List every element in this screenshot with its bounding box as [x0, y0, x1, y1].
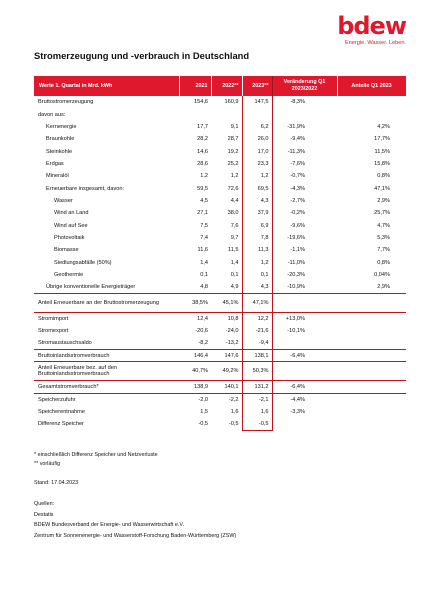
value-2021: -20,6: [195, 328, 208, 335]
value-2023: 147,5: [242, 96, 272, 108]
value-2023: 4,3: [242, 195, 272, 207]
row-label: Übrige konventionelle Energieträger: [46, 284, 136, 291]
share-value: [337, 96, 406, 108]
change-value: -31,9%: [287, 123, 305, 130]
row-label: Erdgas: [46, 160, 64, 167]
row-label: Mineralöl: [46, 173, 69, 180]
row-label: Siedlungsabfälle (50%): [54, 259, 112, 266]
data-table: [34, 76, 407, 431]
bdew-logo: [320, 14, 406, 54]
table-row: [34, 381, 406, 393]
table-row: [34, 362, 406, 381]
table-row: [34, 232, 406, 244]
value-2022: 1,6: [230, 408, 239, 415]
value-2021: 14,6: [197, 148, 208, 155]
share-value: 0,8%: [377, 173, 390, 180]
value-2022: 9,7: [230, 234, 239, 241]
table-row: [34, 269, 406, 281]
table-row: [34, 145, 406, 157]
header-label: Werte 1. Quartal in Mrd. kWh: [34, 76, 179, 96]
value-2023: 12,2: [242, 313, 272, 325]
value-2021: 27,1: [197, 210, 208, 217]
change-value: -11,0%: [287, 259, 305, 266]
value-2022: -0,5: [228, 421, 239, 428]
value-2021: -0,5: [198, 421, 208, 428]
value-2023: 131,2: [242, 381, 272, 393]
table-row: [34, 281, 406, 293]
change-value: -6,4%: [272, 350, 337, 362]
value-2023: -0,5: [242, 418, 272, 430]
value-2021: 12,4: [179, 313, 211, 325]
value-2022: 140,1: [211, 381, 242, 393]
share-value: 15,8%: [374, 160, 390, 167]
share-value: [337, 381, 406, 393]
value-2022: 10,8: [211, 313, 242, 325]
row-label: Gesamtstromverbrauch*: [34, 381, 179, 393]
share-value: [337, 393, 406, 405]
value-2021: 4,8: [200, 284, 208, 291]
table-row: [34, 393, 406, 405]
share-value: 17,7%: [374, 136, 390, 143]
sources: [34, 499, 236, 541]
header-2023: 2023**: [242, 76, 272, 96]
table-row: [34, 294, 406, 313]
share-value: [337, 350, 406, 362]
value-2022: 160,9: [224, 99, 239, 106]
change-value: -9,6%: [290, 222, 305, 229]
value-2023: 6,2: [242, 121, 272, 133]
table-body: [34, 96, 406, 430]
table-row: [34, 244, 406, 256]
table-row: [34, 170, 406, 182]
header-2021: 2021: [179, 76, 211, 96]
table-row: [34, 337, 406, 349]
change-value: -9,4%: [290, 136, 305, 143]
value-2022: 19,2: [227, 148, 239, 155]
share-value: 5,3%: [377, 234, 390, 241]
share-value: [337, 108, 406, 120]
value-2022: 4,9: [230, 284, 239, 291]
value-2023: 11,3: [242, 244, 272, 256]
value-2023: 1,2: [242, 170, 272, 182]
table-row: [34, 108, 406, 120]
table-row: [34, 158, 406, 170]
value-2021: 28,6: [197, 160, 208, 167]
value-2023: -2,1: [242, 393, 272, 405]
share-value: 7,7%: [377, 247, 390, 254]
stand-date: Stand: 17.04.2023: [34, 480, 79, 486]
share-value: 2,9%: [377, 284, 390, 291]
value-2023: 6,9: [242, 219, 272, 231]
footnote-2: ** vorläufig: [34, 460, 61, 467]
value-2021: 17,7: [197, 123, 208, 130]
value-2023: 7,8: [242, 232, 272, 244]
value-2021: 7,5: [200, 222, 208, 229]
value-2021: -2,0: [179, 393, 211, 405]
change-value: [272, 418, 337, 430]
share-value: 0,8%: [377, 259, 390, 266]
row-label: Photovoltaik: [54, 234, 85, 241]
row-label: Bruttostromerzeugung: [38, 99, 94, 106]
value-2023: -21,6: [242, 325, 272, 337]
value-2021: 4,5: [200, 197, 208, 204]
value-2023: 69,5: [242, 182, 272, 194]
value-2022: -24,0: [225, 328, 239, 335]
value-2022: 11,5: [228, 247, 239, 254]
table-row: [34, 418, 406, 430]
change-value: +13,0%: [272, 313, 337, 325]
value-2023: 23,3: [242, 158, 272, 170]
value-2021: [179, 108, 211, 120]
change-value: -10,9%: [287, 284, 305, 291]
change-value: -4,4%: [272, 393, 337, 405]
row-label: Stromimport: [34, 313, 179, 325]
row-label: Steinkohle: [46, 148, 73, 155]
value-2021: 11,6: [197, 247, 208, 254]
logo-tagline: Energie. Wasser. Leben.: [344, 40, 406, 46]
row-label: Wasser: [54, 197, 73, 204]
share-value: 4,2%: [377, 123, 390, 130]
share-value: 0,04%: [374, 271, 390, 278]
row-label: Stromaustauschsaldo: [38, 340, 92, 347]
change-value: -0,2%: [290, 210, 305, 217]
share-value: 47,1%: [374, 185, 390, 192]
change-value: -7,6%: [290, 160, 305, 167]
change-value: -19,6%: [287, 234, 305, 241]
change-value: -8,3%: [290, 99, 305, 106]
table-row: [34, 256, 406, 268]
row-label: Wind auf See: [54, 222, 88, 229]
change-value: -1,1%: [290, 247, 305, 254]
table-row: [34, 207, 406, 219]
value-2023: 26,0: [242, 133, 272, 145]
page-title: Stromerzeugung und -verbrauch in Deutschland: [34, 50, 250, 61]
row-label: Bruttoinlandsstromverbrauch: [34, 350, 179, 362]
value-2022: 49,2%: [211, 362, 242, 381]
value-2022: 7,6: [230, 222, 239, 229]
table-row: [34, 313, 406, 325]
value-2023: 47,1%: [242, 294, 272, 313]
share-value: [337, 294, 406, 313]
value-2021: 138,9: [179, 381, 211, 393]
row-label: Geothermie: [54, 271, 84, 278]
share-value: [337, 418, 406, 430]
value-2022: 1,4: [230, 259, 239, 266]
table-header-row: [34, 76, 406, 96]
change-value: -4,3%: [290, 185, 305, 192]
share-value: 2,9%: [377, 197, 390, 204]
row-label: Differenz Speicher: [38, 421, 84, 428]
change-value: [272, 362, 337, 381]
value-2021: 0,1: [200, 271, 208, 278]
value-2023: 1,6: [242, 406, 272, 418]
value-2022: 1,2: [230, 173, 239, 180]
value-2021: 146,4: [179, 350, 211, 362]
change-value: [272, 337, 337, 349]
share-value: 11,5%: [374, 148, 390, 155]
value-2021: 28,2: [197, 136, 208, 143]
value-2021: 38,5%: [179, 294, 211, 313]
change-value: [272, 294, 337, 313]
table-row: [34, 406, 406, 418]
header-2022: 2022**: [211, 76, 242, 96]
share-value: 25,7%: [374, 210, 390, 217]
row-label: Speicherzufuhr: [34, 393, 179, 405]
value-2022: [211, 108, 242, 120]
row-label: Biomasse: [54, 247, 79, 254]
value-2022: 45,1%: [211, 294, 242, 313]
source-line: Destatis: [34, 511, 54, 518]
row-label: Wind an Land: [54, 210, 89, 217]
table-row: [34, 121, 406, 133]
table-row: [34, 350, 406, 362]
value-2021: 59,5: [197, 185, 208, 192]
value-2022: 38,0: [227, 210, 239, 217]
row-label: davon aus:: [38, 111, 66, 118]
source-line: Zentrum für Sonnenenergie- und Wasserstoff-Forschung Baden-Württemberg (ZSW): [34, 532, 237, 539]
footnote-1: * einschließlich Differenz Speicher und Netzverluste: [34, 452, 158, 458]
share-value: [337, 406, 406, 418]
change-value: -11,3%: [287, 148, 305, 155]
value-2021: 40,7%: [179, 362, 211, 381]
value-2021: 1,5: [200, 408, 208, 415]
value-2023: 1,2: [242, 256, 272, 268]
share-value: 4,7%: [377, 222, 390, 229]
value-2023: 4,3: [242, 281, 272, 293]
share-value: [337, 325, 406, 337]
row-label: Anteil Erneuerbare bez. auf den Bruttoinlandsstromverbrauch: [34, 362, 179, 381]
value-2022: 0,1: [230, 271, 239, 278]
value-2021: 1,4: [200, 259, 208, 266]
value-2021: 154,6: [194, 99, 208, 106]
table-row: [34, 219, 406, 231]
row-label: Erneuerbare insgesamt, davon:: [46, 185, 125, 192]
value-2022: -2,2: [211, 393, 242, 405]
value-2022: 72,6: [227, 185, 239, 192]
value-2023: 0,1: [242, 269, 272, 281]
row-label: Braunkohle: [46, 136, 75, 143]
table-row: [34, 325, 406, 337]
table-row: [34, 195, 406, 207]
value-2022: 25,2: [227, 160, 239, 167]
change-value: -20,3%: [287, 271, 305, 278]
value-2022: 9,1: [230, 123, 239, 130]
row-label: Speicherentnahme: [38, 408, 85, 415]
table-row: [34, 96, 406, 108]
value-2021: 1,2: [200, 173, 208, 180]
value-2023: 138,1: [242, 350, 272, 362]
share-value: [337, 337, 406, 349]
table-row: [34, 182, 406, 194]
value-2023: -9,4: [242, 337, 272, 349]
logo-wordmark: bdew: [337, 12, 406, 40]
value-2023: 17,0: [242, 145, 272, 157]
row-label: Stromexport: [38, 328, 69, 335]
sources-heading: Quellen:: [34, 501, 55, 507]
value-2021: -8,2: [198, 340, 208, 347]
header-change: Veränderung Q1 2023/2022: [272, 76, 337, 96]
change-value: -0,7%: [290, 173, 305, 180]
change-value: -6,4%: [272, 381, 337, 393]
share-value: [337, 362, 406, 381]
value-2023: 37,9: [242, 207, 272, 219]
share-value: [337, 313, 406, 325]
value-2023: 50,3%: [242, 362, 272, 381]
change-value: -10,1%: [287, 328, 305, 335]
change-value: [272, 108, 337, 120]
value-2022: 147,6: [211, 350, 242, 362]
value-2021: 7,4: [200, 234, 208, 241]
header-share: Anteile Q1 2023: [337, 76, 406, 96]
value-2022: -13,2: [225, 340, 239, 347]
row-label: Kernenergie: [46, 123, 77, 130]
change-value: -3,3%: [290, 408, 305, 415]
row-label: Anteil Erneuerbare an der Bruttostromerzeugung: [34, 294, 179, 313]
change-value: -2,7%: [290, 197, 305, 204]
table-row: [34, 133, 406, 145]
footnotes: [34, 451, 158, 468]
value-2023: [242, 108, 272, 120]
value-2022: 28,7: [227, 136, 239, 143]
value-2022: 4,4: [230, 197, 239, 204]
source-line: BDEW Bundesverband der Energie- und Wasserwirtschaft e.V.: [34, 522, 185, 529]
